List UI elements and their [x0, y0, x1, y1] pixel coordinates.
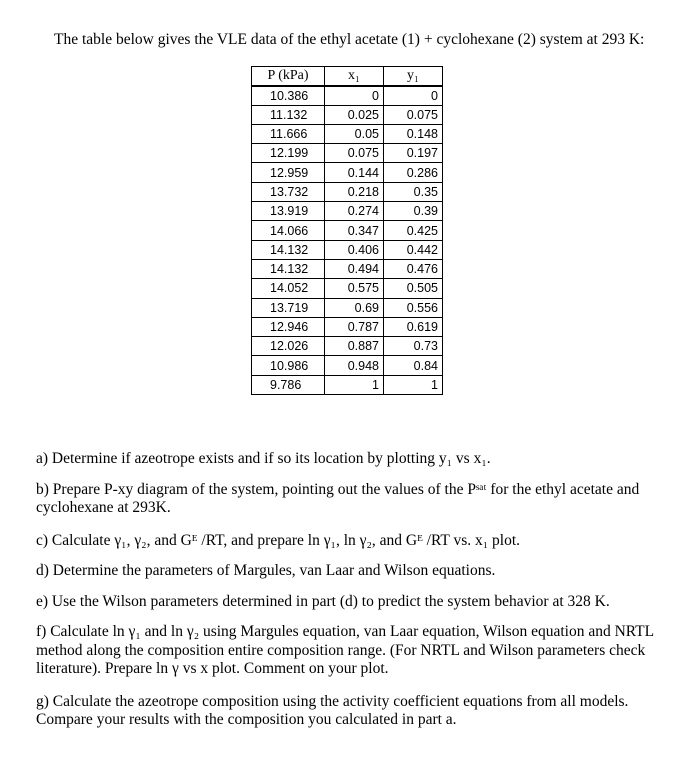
- cell-x1: 0.05: [325, 124, 384, 143]
- cell-x1: 0.218: [325, 182, 384, 201]
- cell-pressure: 14.132: [252, 240, 325, 259]
- cell-y1: 0.39: [384, 202, 443, 221]
- table-header-row: [252, 67, 443, 86]
- table-row: [252, 86, 443, 105]
- cell-y1: 0.84: [384, 356, 443, 375]
- cell-x1: 0.494: [325, 259, 384, 278]
- cell-pressure: 14.052: [252, 279, 325, 298]
- cell-y1: 0.619: [384, 317, 443, 336]
- table-row: [252, 202, 443, 221]
- table-row: [252, 317, 443, 336]
- cell-pressure: 13.919: [252, 202, 325, 221]
- cell-pressure: 12.946: [252, 317, 325, 336]
- cell-x1: 0.787: [325, 317, 384, 336]
- table-row: [252, 337, 443, 356]
- cell-y1: 0.476: [384, 259, 443, 278]
- cell-y1: 0.442: [384, 240, 443, 259]
- cell-x1: 0.075: [325, 144, 384, 163]
- cell-y1: 0.35: [384, 182, 443, 201]
- cell-pressure: 11.666: [252, 124, 325, 143]
- cell-pressure: 9.786: [252, 375, 325, 394]
- cell-x1: 0.887: [325, 337, 384, 356]
- table-body: [252, 86, 443, 395]
- cell-y1: 0: [384, 86, 443, 105]
- cell-x1: 0.347: [325, 221, 384, 240]
- cell-x1: 0.575: [325, 279, 384, 298]
- cell-y1: 0.505: [384, 279, 443, 298]
- cell-pressure: 14.132: [252, 259, 325, 278]
- cell-pressure: 12.959: [252, 163, 325, 182]
- cell-x1: 0.274: [325, 202, 384, 221]
- cell-y1: 0.73: [384, 337, 443, 356]
- table-row: [252, 298, 443, 317]
- cell-y1: 0.148: [384, 124, 443, 143]
- cell-y1: 0.286: [384, 163, 443, 182]
- cell-y1: 1: [384, 375, 443, 394]
- cell-pressure: 10.386: [252, 86, 325, 105]
- question-d: d) Determine the parameters of Margules, van Laar and Wilson equations.: [36, 562, 496, 579]
- cell-x1: 0.144: [325, 163, 384, 182]
- cell-pressure: 12.026: [252, 337, 325, 356]
- cell-x1: 0.406: [325, 240, 384, 259]
- table-row: [252, 240, 443, 259]
- table-row: [252, 105, 443, 124]
- cell-pressure: 13.732: [252, 182, 325, 201]
- table-row: [252, 279, 443, 298]
- cell-pressure: 10.986: [252, 356, 325, 375]
- cell-pressure: 12.199: [252, 144, 325, 163]
- question-f: f) Calculate ln γ₁ and ln γ₂ using Margules equation, van Laar equation, Wilson equation and NRTL method along the composition entire composition range. (For NRTL and Wilson parameters check literature). Prepare ln γ vs x plot. Comment on your plot.: [36, 623, 654, 677]
- question-e: e) Use the Wilson parameters determined in part (d) to predict the system behavior at 328 K.: [36, 592, 610, 610]
- question-g: g) Calculate the azeotrope composition using the activity coefficient equations from all models. Compare your results with the composition you calculated in part a.: [36, 692, 629, 728]
- cell-x1: 0.69: [325, 298, 384, 317]
- vle-data-table: [251, 66, 443, 395]
- cell-x1: 0: [325, 86, 384, 105]
- intro-text: The table below gives the VLE data of the ethyl acetate (1) + cyclohexane (2) system at 293 K:: [54, 30, 645, 48]
- cell-y1: 0.556: [384, 298, 443, 317]
- question-a: a) Determine if azeotrope exists and if so its location by plotting y₁ vs x₁.: [36, 450, 491, 467]
- table-row: [252, 221, 443, 240]
- cell-x1: 1: [325, 375, 384, 394]
- table-row: [252, 163, 443, 182]
- cell-y1: 0.075: [384, 105, 443, 124]
- table-row: [252, 259, 443, 278]
- header-pressure: P (kPa): [252, 67, 325, 86]
- table-row: [252, 124, 443, 143]
- question-list: [36, 450, 666, 744]
- question-b: b) Prepare P-xy diagram of the system, pointing out the values of the Pˢᵃᵗ for the ethyl acetate and cyclohexane at 293K.: [36, 480, 640, 516]
- cell-pressure: 14.066: [252, 221, 325, 240]
- question-c: c) Calculate γ₁, γ₂, and Gᴱ /RT, and prepare ln γ₁, ln γ₂, and Gᴱ /RT vs. x₁ plot.: [36, 531, 521, 549]
- cell-x1: 0.025: [325, 105, 384, 124]
- table-row: [252, 144, 443, 163]
- cell-pressure: 11.132: [252, 105, 325, 124]
- header-y1: y₁: [384, 67, 443, 86]
- cell-pressure: 13.719: [252, 298, 325, 317]
- cell-y1: 0.425: [384, 221, 443, 240]
- cell-y1: 0.197: [384, 144, 443, 163]
- table-row: [252, 375, 443, 394]
- cell-x1: 0.948: [325, 356, 384, 375]
- table-row: [252, 356, 443, 375]
- table-row: [252, 182, 443, 201]
- header-x1: x₁: [325, 67, 384, 86]
